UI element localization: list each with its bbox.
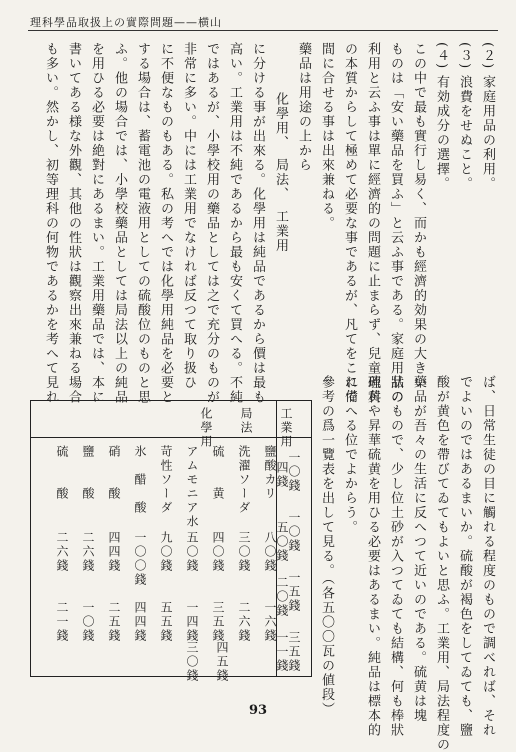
text-column: (３) 浪費をせぬこと。 — [457, 42, 472, 192]
text-column: に分ける事が出來る。化學用は純品であるから價は最も — [250, 42, 265, 405]
table-cell: 八〇錢 — [263, 531, 277, 573]
table-cell: 二六錢 — [55, 531, 69, 573]
table-cell: 三〇錢 — [185, 641, 199, 683]
text-column: を用ひる必要は絶對にあるまい。工業用藥品では、本に — [89, 42, 104, 405]
text-column: 酸が黄色を帶びてゐてもよいと思ふ。工業用、局法程度の — [434, 375, 449, 752]
table-cell: 二六錢 — [81, 531, 95, 573]
text-column: ふ。他の場合では、小學校藥品としては局法以上の純品 — [112, 42, 127, 405]
text-column: 利用と云ふ事は單に經濟的の問題に止まらず、兒童理科 — [365, 42, 380, 405]
table-cell: 一〇錢 — [287, 511, 301, 553]
table-cell: 一六錢 — [263, 601, 277, 643]
text-column: も多い。然かし、初等理科の何物であるかを考へて見れ — [43, 42, 58, 405]
text-column: 藥品が吾々の生活に反へつて近いのである。硫黄は塊 — [411, 375, 426, 723]
page-number: 93 — [248, 703, 268, 718]
header-rule — [28, 30, 498, 31]
table-cell: 五〇錢 — [185, 531, 199, 573]
table-cell: 四五錢 — [215, 641, 229, 683]
text-column: でよいのではあるまいか。硫酸が褐色をしてゐても、鹽 — [457, 375, 472, 738]
text-column: 高い。工業用は不純であるから最も安くて買へる。不純 — [227, 42, 242, 405]
table-header: 化學用 — [199, 407, 213, 449]
table-cell: 二五錢 — [107, 601, 121, 643]
text-column: する場合は、蓄電池の電液用としての硫酸位のものと思 — [135, 42, 150, 405]
table-rule — [31, 437, 311, 438]
text-column: に備へる位でよからう。 — [342, 375, 357, 535]
table-cell: 三五錢 — [211, 601, 225, 643]
table-header: 局法 — [239, 407, 253, 435]
table-cell: 五五錢 — [159, 601, 173, 643]
text-column: 藥品は用途の上から — [296, 42, 311, 173]
table-row-name: 硫 酸 — [55, 445, 69, 501]
table-cell: 三〇錢 — [237, 531, 251, 573]
table-cell: 二一錢 — [55, 601, 69, 643]
text-column: 非常に多い。中には工業用でなければ反つて取り扱ひ — [181, 42, 196, 390]
table-row-name: 洗濯ソーダ — [237, 445, 251, 515]
table-cell: 一四錢 — [185, 601, 199, 643]
text-column: 化學用、 局法、 工業用 — [273, 92, 288, 253]
table-cell: 一〇錢 — [287, 451, 301, 493]
text-column: 間に合せる事は出來兼ねる。 — [319, 42, 334, 231]
text-column: に不便なものもある。私の考へでは化學用純品を必要と — [158, 42, 173, 405]
table-cell: 五〇錢 — [275, 521, 289, 563]
table-row-name: 硝 酸 — [107, 445, 121, 501]
table-cell: 四錢 — [275, 461, 289, 489]
text-column: 狀のもので、少し位土砂が入つてゐても結構、何も棒狀 — [388, 375, 403, 738]
text-column: ば、日常生徒の目に觸れる程度のもので調べれば、それ — [480, 375, 495, 738]
table-cell: 三五錢 — [287, 631, 301, 673]
table-row-name: 鹽酸カリ — [263, 445, 277, 501]
table-cell: 一五錢 — [287, 571, 301, 613]
table-cell: 二〇錢 — [275, 576, 289, 618]
text-column: この中で最も實行し易く、而かも經濟的効果の大きい — [411, 42, 426, 390]
table-cell: 一一錢 — [275, 631, 289, 673]
body-top — [28, 42, 498, 405]
text-column: 硫黄や昇華硫黄を用ひる必要はあるまい。純品は標本的 — [365, 375, 380, 738]
table-row-name: 氷 醋 酸 — [133, 445, 147, 515]
text-column: ものは「安い藥品を買ふ」と云ふ事である。家庭用品の — [388, 42, 403, 405]
running-header: 理科學品取扱上の實際問題——横山 — [30, 16, 222, 29]
table-cell: 四〇錢 — [211, 531, 225, 573]
text-column: (２) 家庭用品の利用。 — [480, 42, 495, 192]
table-row-name: 硫 黄 — [211, 445, 225, 501]
table-cell: 一〇錢 — [81, 601, 95, 643]
body-bottom — [288, 375, 498, 752]
text-column: (４) 有効成分の選擇。 — [434, 42, 449, 192]
table-row-name: アムモニア水 — [185, 445, 199, 529]
table-row-name: 苛性ソーダ — [159, 445, 173, 515]
text-column: 書いてある様な外觀、其他の性狀は觀察出來兼ねる場合 — [66, 42, 81, 405]
price-table — [30, 400, 312, 683]
table-cell: 二六錢 — [237, 601, 251, 643]
table-header: 工業用 — [279, 407, 293, 449]
table-cell: 九〇錢 — [159, 531, 173, 573]
text-column: の本質からして極めて必要な事であるが、凡てをこれで — [342, 42, 357, 405]
table-cell: 一〇〇錢 — [133, 531, 147, 587]
text-column: ではあるが、小學校用の藥品としては之で充分のものが — [204, 42, 219, 405]
table-row-name: 鹽 酸 — [81, 445, 95, 501]
table-cell: 四四錢 — [107, 531, 121, 573]
table-cell: 四四錢 — [133, 601, 147, 643]
text-column: 參考の爲一覽表を出して見る。（各五〇〇瓦の値段） — [319, 375, 334, 717]
